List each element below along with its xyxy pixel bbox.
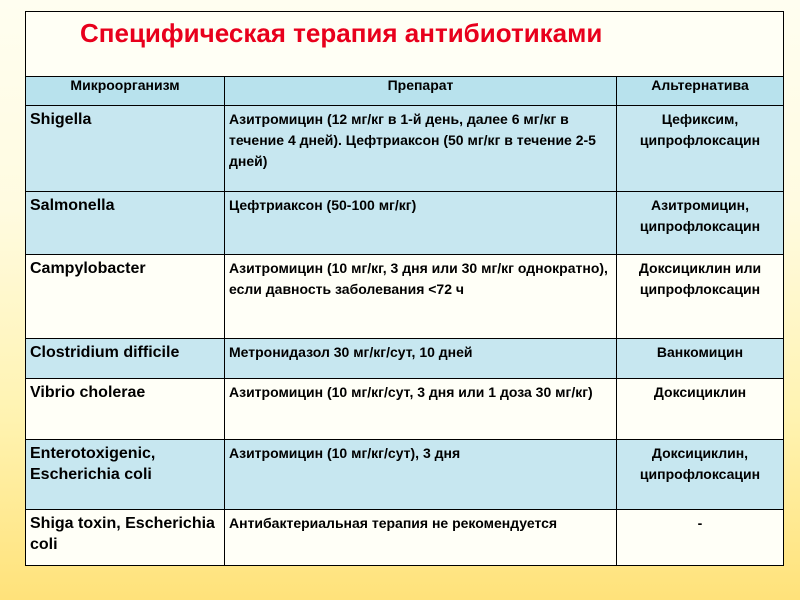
organism-cell: Clostridium difficile bbox=[26, 339, 225, 379]
page-title: Специфическая терапия антибиотиками bbox=[26, 12, 784, 77]
table-row bbox=[26, 379, 784, 440]
table-header-row bbox=[26, 77, 784, 106]
alternative-cell: - bbox=[617, 510, 784, 566]
alternative-cell: Ванкомицин bbox=[617, 339, 784, 379]
header-organism: Микроорганизм bbox=[26, 77, 225, 106]
table-row bbox=[26, 106, 784, 192]
alternative-cell: Доксициклин, ципрофлоксацин bbox=[617, 440, 784, 510]
drug-cell: Азитромицин (10 мг/кг/сут, 3 дня или 1 доза 30 мг/кг) bbox=[225, 379, 617, 440]
drug-cell: Цефтриаксон (50-100 мг/кг) bbox=[225, 192, 617, 255]
drug-cell: Антибактериальная терапия не рекомендуется bbox=[225, 510, 617, 566]
drug-cell: Азитромицин (12 мг/кг в 1-й день, далее 6 мг/кг в течение 4 дней). Цефтриаксон (50 мг/кг в течение 2-5 дней) bbox=[225, 106, 617, 192]
table-row bbox=[26, 192, 784, 255]
organism-cell: Salmonella bbox=[26, 192, 225, 255]
header-alternative: Альтернатива bbox=[617, 77, 784, 106]
alternative-cell: Цефиксим, ципрофлоксацин bbox=[617, 106, 784, 192]
organism-cell: Shigella bbox=[26, 106, 225, 192]
alternative-cell: Доксициклин или ципрофлоксацин bbox=[617, 255, 784, 339]
table-row bbox=[26, 440, 784, 510]
drug-cell: Метронидазол 30 мг/кг/сут, 10 дней bbox=[225, 339, 617, 379]
organism-cell: Vibrio cholerae bbox=[26, 379, 225, 440]
table-row bbox=[26, 339, 784, 379]
drug-cell: Азитромицин (10 мг/кг, 3 дня или 30 мг/кг однократно), если давность заболевания <72 ч bbox=[225, 255, 617, 339]
alternative-cell: Азитромицин, ципрофлоксацин bbox=[617, 192, 784, 255]
organism-cell: Enterotoxigenic, Escherichia coli bbox=[26, 440, 225, 510]
table-row bbox=[26, 255, 784, 339]
organism-cell: Shiga toxin, Escherichia coli bbox=[26, 510, 225, 566]
antibiotic-therapy-table bbox=[25, 11, 784, 566]
alternative-cell: Доксициклин bbox=[617, 379, 784, 440]
table-row bbox=[26, 510, 784, 566]
organism-cell: Campylobacter bbox=[26, 255, 225, 339]
drug-cell: Азитромицин (10 мг/кг/сут), 3 дня bbox=[225, 440, 617, 510]
header-drug: Препарат bbox=[225, 77, 617, 106]
